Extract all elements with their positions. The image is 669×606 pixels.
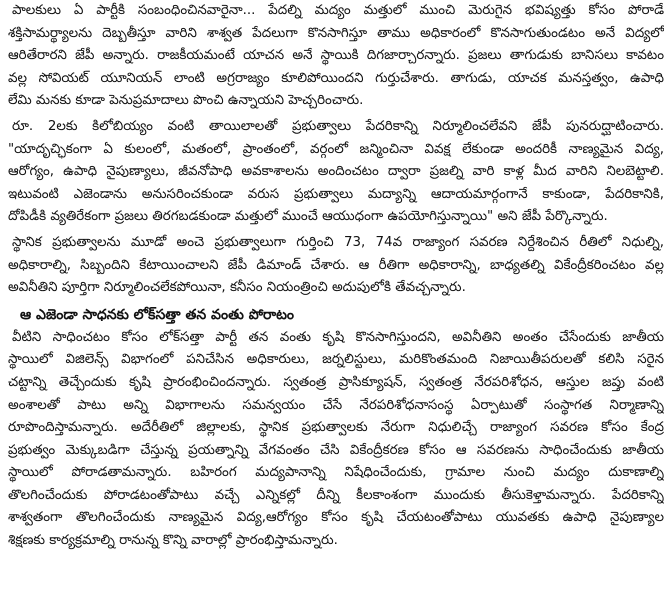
text-line: అధికారాల్ని, సిబ్బందిని కేటాయించాలని జేపీ డిమాండ్ చేశారు. ఆ రీతిగా అధికారాన్ని, బాధ్యతల్ని వికేంద్రీకరించటం వల్ల bbox=[8, 257, 664, 273]
text-line: స్థాయిలో విజిలెన్స్ విభాగంలో పనిచేసిన అధికారులు, జర్నలిస్టులు, మరికొంతమంది నిజాయితీపరులతో కలిసి సరైన bbox=[8, 352, 664, 368]
text-line: పాలకులు ఏ పార్టీకి సంబంధించినవారైనా... పేదల్ని మద్యం మత్తులో ముంచి మెరుగైన భవిష్యత్తు కోసం పోరాడే bbox=[12, 3, 664, 18]
text-line: ఆరోగ్యం, ఉపాధి నైపుణ్యాలు, జీవనోపాధి అవకాశాలను అందించటం ద్వారా ప్రజల్ని వారి కాళ్ల మీద వారిని నిలబెట్టాలి. bbox=[8, 164, 664, 180]
text-line: చట్టాన్ని తెచ్చేందుకు కృషి ప్రారంభించిందన్నారు. స్వతంత్ర ప్రాసిక్యూషన్, స్వతంత్ర నేరపరిశోధన, ఆస్తుల జప్తు వంటి bbox=[8, 374, 664, 390]
text-line: శిక్షణకు కార్యక్రమాల్ని రానున్న కొన్ని వారాల్లో ప్రారంభిస్తామన్నారు. bbox=[8, 533, 338, 549]
text-line: లేమి మనకు కూడా పెనుప్రమాదాలు పొంచి ఉన్నాయని హెచ్చరించారు. bbox=[8, 93, 364, 109]
text-line: ప్రభుత్వం మెక్కుబడిగా చేస్తున్న ప్రయత్నాన్ని వేగవంతం చేసి వికేంద్రీకరణ కోసం ఆ సవరణను సాధించేందుకు జాతీయ bbox=[8, 442, 664, 458]
text-line: రూ. 2లకు కిలోబియ్యం వంటి తాయిలాలతో ప్రభుత్వాలు పేదరికాన్ని నిర్మూలించలేవని జేపీ పునరుద్ఘాటించారు. bbox=[12, 118, 664, 134]
text-line: "యాదృచ్ఛికంగా ఏ కులంలో, మతంలో, ప్రాంతంలో, వర్గంలో జన్మించినా వివక్ష లేకుండా అందరికీ నాణ్యమైన విద్య, bbox=[8, 141, 664, 157]
text-line: వల్ల సోవియట్ యూనియన్ లాంటి అగ్రరాజ్యం కూలిపోయిందని గుర్తుచేశారు. తాగుడు, యాచక మనస్తత్వం, ఉపాధి bbox=[8, 70, 664, 86]
text-line: తొలగించేందుకు పోరాడటంతోపాటు వచ్చే ఎన్నికల్లో దీన్ని కీలకాంశంగా ముందుకు తీసుకెళ్తామన్నారు. పేదరికాన్ని bbox=[8, 487, 664, 503]
text-line: శాశ్వతంగా తొలగించేందుకు నాణ్యమైన విద్య,ఆరోగ్యం కోసం కృషి చేయటంతోపాటు యువతకు ఉపాధి నైపుణ్యాల bbox=[8, 510, 664, 526]
text-line: రూపొందిస్తామన్నారు. అదేరీతిలో జిల్లాలకు, స్థానిక ప్రభుత్వాలకు నేరుగా నిధులిచ్చే రాజ్యాంగ సవరణ కోసం కేంద్ర bbox=[8, 420, 664, 436]
paragraph-4 bbox=[8, 327, 664, 553]
text-line: స్థానిక ప్రభుత్వాలను మూడో అంచె ప్రభుత్వాలుగా గుర్తించి 73, 74వ రాజ్యాంగ సవరణ నిర్దేశించిన రీతిలో నిధుల్ని, bbox=[12, 234, 664, 250]
text-line: అంశాలతో పాటు అన్ని విభాగాలను సమన్వయం చేసే నేరపరిశోధనాసంస్థ ఏర్పాటుతో సంస్థాగత నిర్మాణాన్ని bbox=[8, 397, 664, 413]
text-line: స్థాయిలో పోరాడతామన్నారు. బహిరంగ మద్యపానాన్ని నిషేధించేందుకు, గ్రామాల నుంచి మద్యం దుకాణాల్ని bbox=[8, 465, 664, 481]
text-line: అవినీతిని పూర్తిగా నిర్మూలించలేకపోయినా, కనీసం నియంత్రించి అదుపులోకి తేవచ్చన్నారు. bbox=[8, 280, 466, 296]
paragraph-2 bbox=[8, 116, 664, 229]
text-line: ఆరితేరారని జేపీ అన్నారు. రాజకీయమంటే యాచన అనే స్థాయికి దిగజార్చారన్నారు. ప్రజలు తాగుడుకు బానిసలు కావటం bbox=[8, 48, 664, 64]
text-line: దోపిడీకి వ్యతిరేకంగా ప్రజలు తిరగబడకుండా మత్తులో ముంచే ఆయుధంగా ఉపయోగిస్తున్నాయి" అని జేపీ పేర్కొన్నారు. bbox=[8, 209, 608, 225]
text-line: వీటిని సాధించటం కోసం లోక్‌సత్తా పార్టీ తన వంతు కృషి కొనసాగిస్తుందని, అవినీతిని అంతం చేసేందుకు జాతీయ bbox=[12, 329, 664, 345]
text-line: ఇటువంటి ఎజెండాను అనుసరించకుండా వరుస ప్రభుత్వాలు మద్యాన్ని ఆదాయమార్గంగానే కాకుండా, పేదరికానికి, bbox=[8, 186, 664, 202]
text-line: శక్తిసామర్థ్యాలను దెబ్బతీస్తూ వారిని శాశ్వత పేదలుగా కొనసాగిస్తూ తాము అధికారంలో కొనసాగుతుండటం అనే విద్యలో bbox=[8, 25, 664, 41]
paragraph-1 bbox=[8, 0, 664, 113]
section-heading: ఆ ఎజెండా సాధనకు లోక్‌సత్తా తన వంతు పోరాటం bbox=[20, 306, 294, 323]
paragraph-3 bbox=[8, 232, 664, 300]
article-page bbox=[8, 0, 664, 553]
